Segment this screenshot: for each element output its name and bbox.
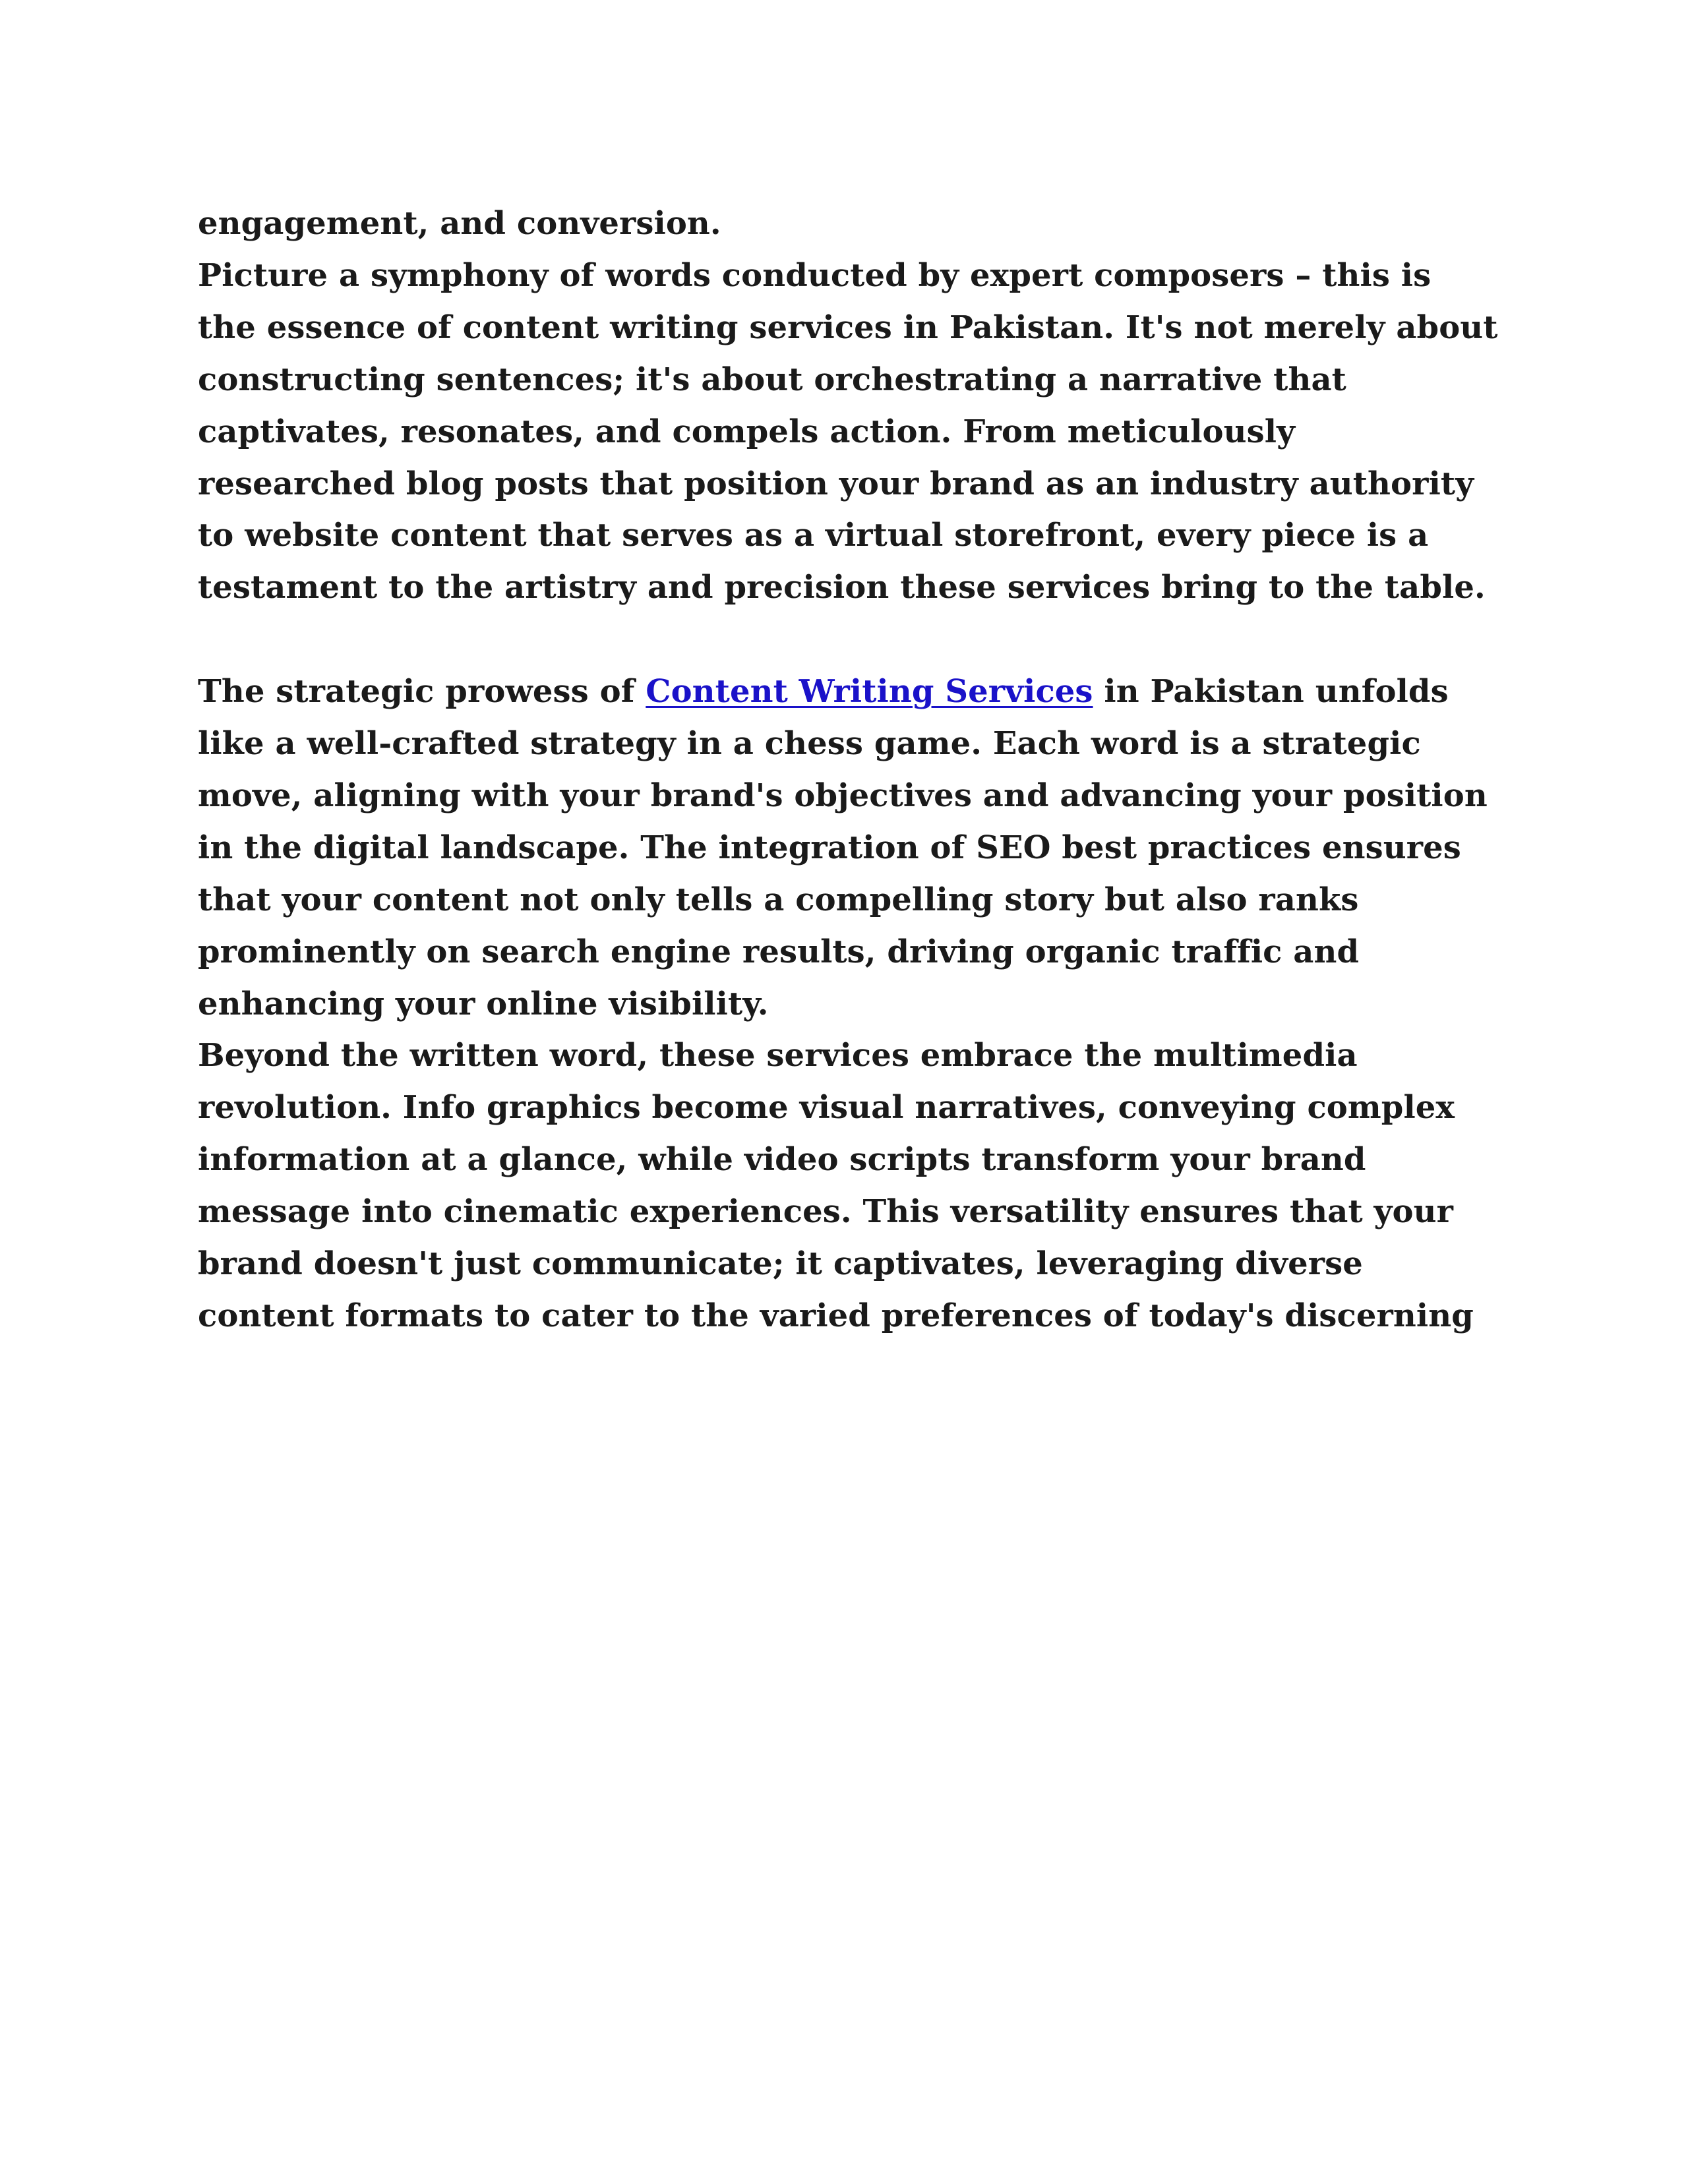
text-line: information at a glance, while video scripts transform your brand: [198, 1141, 1366, 1179]
text-line: revolution. Info graphics become visual narratives, conveying complex: [198, 1089, 1455, 1127]
text-line: brand doesn't just communicate; it captivates, leveraging diverse: [198, 1245, 1363, 1283]
text-line: constructing sentences; it's about orchestrating a narrative that: [198, 361, 1346, 398]
text-line-with-link: [198, 666, 1510, 718]
content-writing-services-link[interactable]: Content Writing Services: [646, 673, 1093, 711]
text-line: like a well-crafted strategy in a chess game. Each word is a strategic: [198, 725, 1421, 763]
text-line: message into cinematic experiences. This versatility ensures that your: [198, 1193, 1454, 1231]
text-line: Picture a symphony of words conducted by expert composers – this is: [198, 256, 1432, 294]
text-line: captivates, resonates, and compels action. From meticulously: [198, 413, 1296, 450]
text-line: content formats to cater to the varied preferences of today's discerning: [198, 1297, 1474, 1335]
text-line: Beyond the written word, these services embrace the multimedia: [198, 1037, 1358, 1075]
text-line: move, aligning with your brand's objectives and advancing your position: [198, 777, 1488, 814]
text-line: that your content not only tells a compelling story but also ranks: [198, 881, 1359, 918]
text-line: engagement, and conversion.: [198, 205, 721, 242]
text-segment: in Pakistan unfolds: [1093, 673, 1449, 711]
paragraph-spacer: [198, 614, 1510, 666]
text-segment: The strategic prowess of: [198, 673, 646, 711]
text-line: enhancing your online visibility.: [198, 985, 769, 1022]
text-line: to website content that serves as a virtual storefront, every piece is a: [198, 517, 1429, 554]
text-line: in the digital landscape. The integration of SEO best practices ensures: [198, 829, 1461, 866]
text-line: prominently on search engine results, driving organic traffic and: [198, 933, 1360, 970]
document-body: [198, 198, 1510, 1342]
text-line: the essence of content writing services in Pakistan. It's not merely about: [198, 309, 1498, 346]
text-line: researched blog posts that position your brand as an industry authority: [198, 465, 1474, 502]
text-line: testament to the artistry and precision these services bring to the table.: [198, 569, 1486, 606]
